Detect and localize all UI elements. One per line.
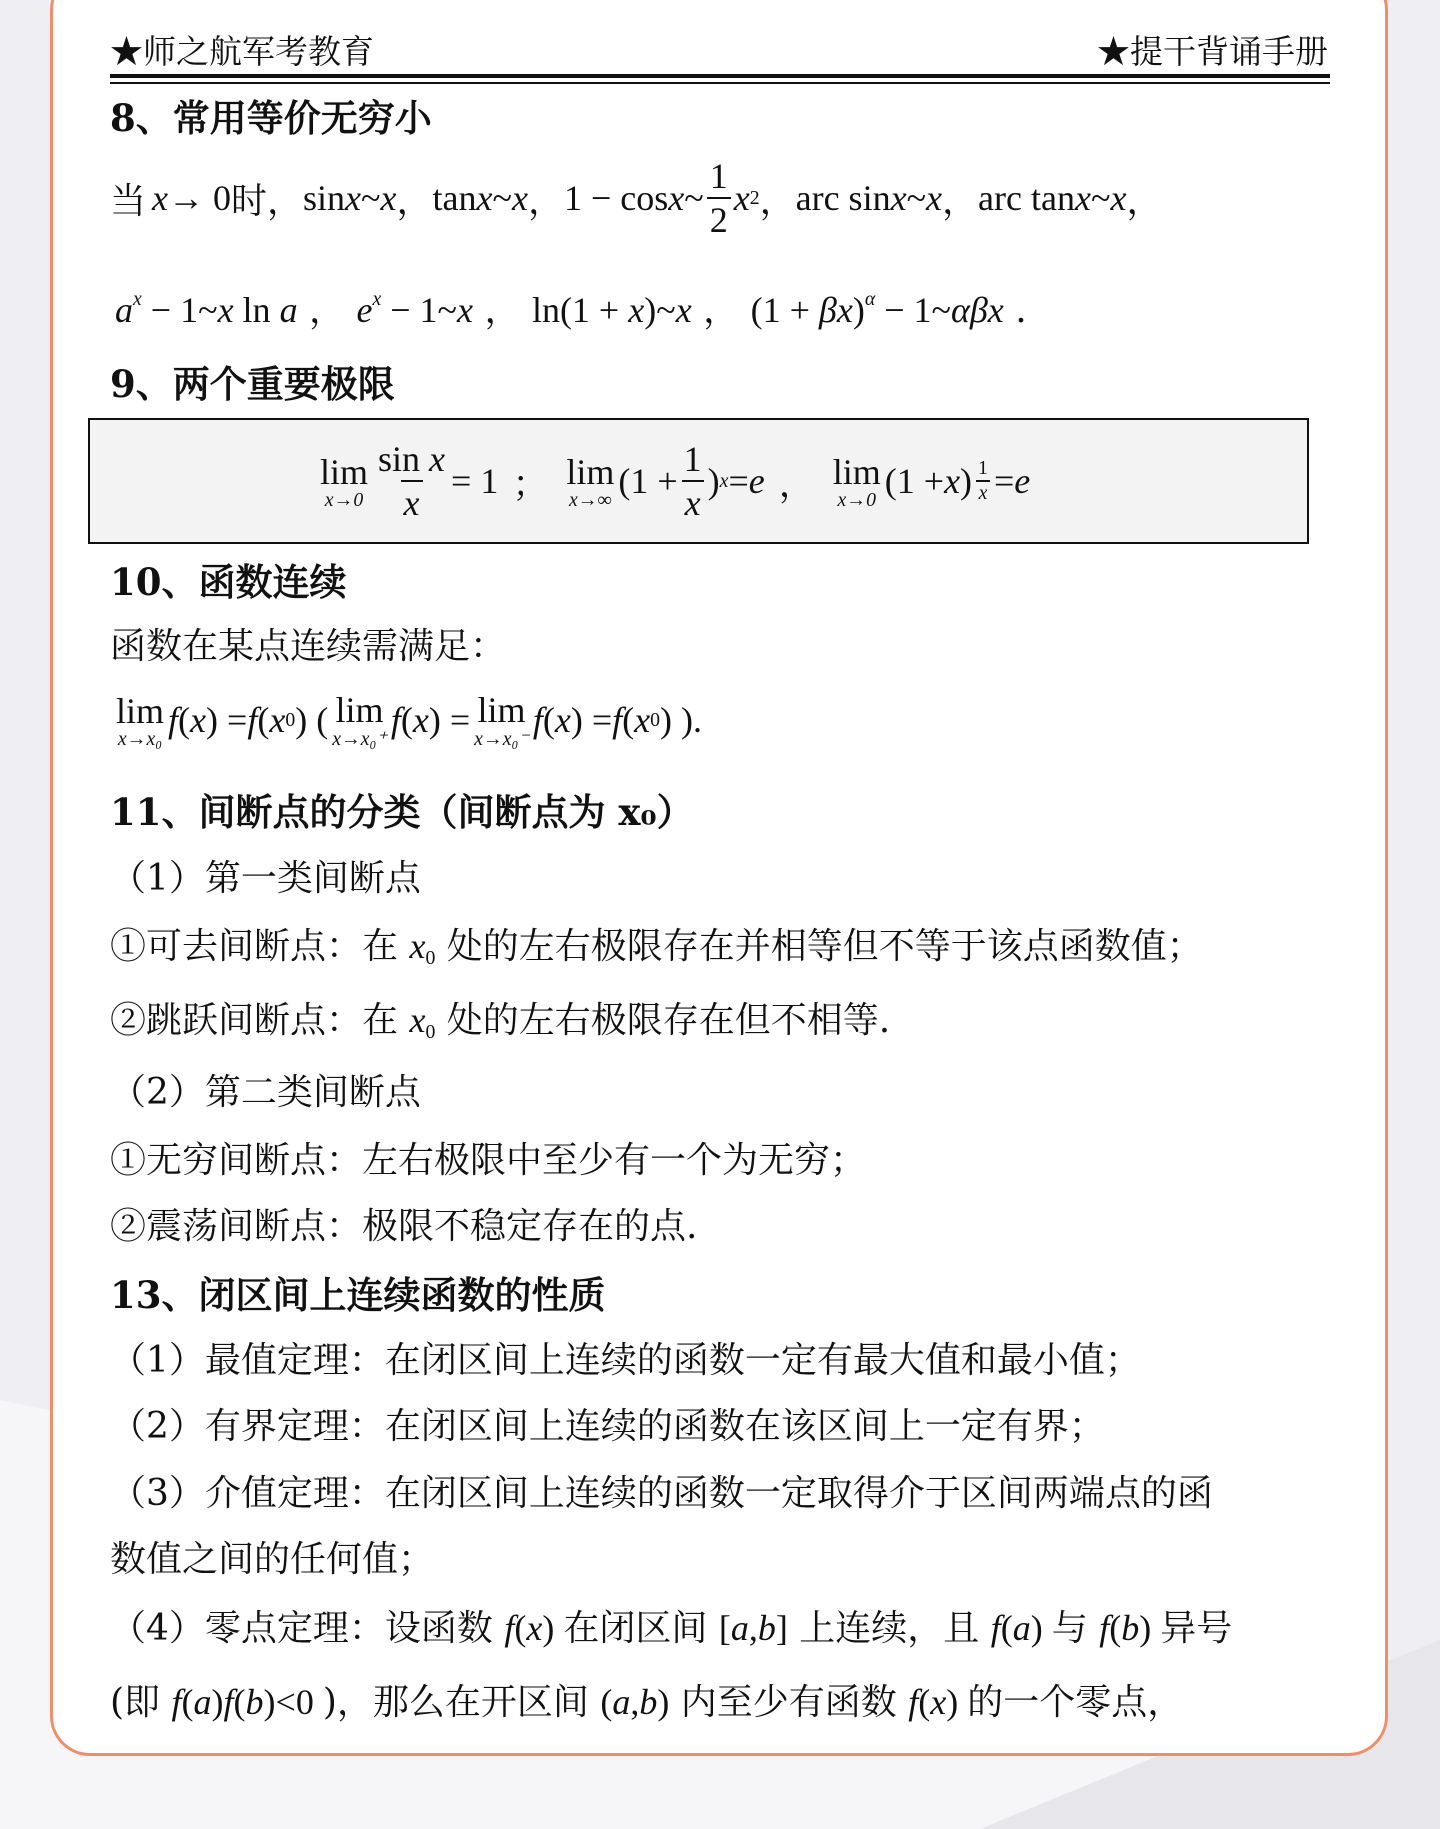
section-13-title: 13、闭区间上连续函数的性质 (110, 1273, 606, 1317)
boundedness-theorem: （2）有界定理：在闭区间上连续的函数在该区间上一定有界； (110, 1406, 1105, 1447)
header-right-title: ★提干背诵手册 (1097, 32, 1328, 71)
intermediate-value-theorem-line-2: 数值之间的任何值； (110, 1539, 435, 1580)
important-limits-formulas: lim x→0 $\frac{\text{sin x}}{x}$ = 1 ； lim x→∞ (1 + $\frac{1}{x}$ ) x = e ， lim x→0 (1 + x ) $\frac{1}{x}$ = e (320, 439, 1031, 523)
header-left-brand: ★师之航军考教育 (110, 32, 374, 71)
infinite-discontinuity-line: ①无穷间断点：左右极限中至少有一个为无穷； (110, 1140, 867, 1181)
fraction-one-half: $\frac{1}{2}$ (707, 155, 731, 241)
text-when: 当 (110, 180, 147, 222)
header-rule-thin (110, 82, 1330, 84)
header-rule-thick (110, 74, 1330, 78)
removable-discontinuity-line: ①可去间断点：在 $x_0$ 处的左右极限存在并相等但不等于该点函数值； (110, 926, 1203, 969)
zero-point-theorem-line-2: (即 f(a)f(b)<0 )，那么在开区间 (a,b) 内至少有函数 f(x) 的一个零点， (110, 1682, 1184, 1723)
zero-point-theorem-line-1: （4）零点定理：设函数 f(x) 在闭区间 [a,b] 上连续，且 f(a) 与 f(b) 异号 (110, 1608, 1233, 1649)
jump-discontinuity-line: ②跳跃间断点：在 $x_0$ 处的左右极限存在但不相等. (110, 1000, 891, 1043)
intermediate-value-theorem-line-1: （3）介值定理：在闭区间上连续的函数一定取得介于区间两端点的函 (110, 1473, 1213, 1514)
equivalent-infinitesimals-line-1: 当 x → 0 时， sin x ~ x ， tan x ~ x ， 1 − cos x ~ $\frac{1}{2}$ x 2 ， arc sin x ~ x ， arc tan x ~ x ， (110, 156, 1163, 240)
oscillating-discontinuity-line: ②震荡间断点：极限不稳定存在的点. (110, 1206, 698, 1247)
text-shi: 时， (231, 180, 304, 222)
section-10-title: 10、函数连续 (110, 560, 347, 604)
continuity-formula: lim x→x₀ f ( x ) = f ( x 0 ) ( lim x→x₀⁺ f ( x ) = lim x→x₀⁻ f ( x ) = f ( x 0 ) ). (116, 690, 702, 750)
continuity-text: 函数在某点连续需满足： (110, 626, 507, 667)
section-11-title: 11、间断点的分类（间断点为 x₀） (110, 790, 694, 834)
section-8-title: 8、常用等价无穷小 (110, 96, 432, 140)
type-1-discontinuity-heading: （1）第一类间断点 (110, 858, 421, 899)
extreme-value-theorem: （1）最值定理：在闭区间上连续的函数一定有最大值和最小值； (110, 1340, 1141, 1381)
limit-operator: lim x→0 (320, 451, 369, 511)
fraction-sinx-over-x: $\frac{\text{sin x}}{x}$ (378, 439, 446, 523)
comma: ， (396, 180, 433, 222)
section-9-title: 9、两个重要极限 (110, 362, 395, 406)
type-2-discontinuity-heading: （2）第二类间断点 (110, 1072, 421, 1113)
equivalent-infinitesimals-line-2: $a^x$ − 1~x ln a ， $e^x$ − 1~x ， ln(1 + x)~x ， $(1 + \beta x)^\alpha$ − 1~αβx . (115, 288, 1027, 331)
